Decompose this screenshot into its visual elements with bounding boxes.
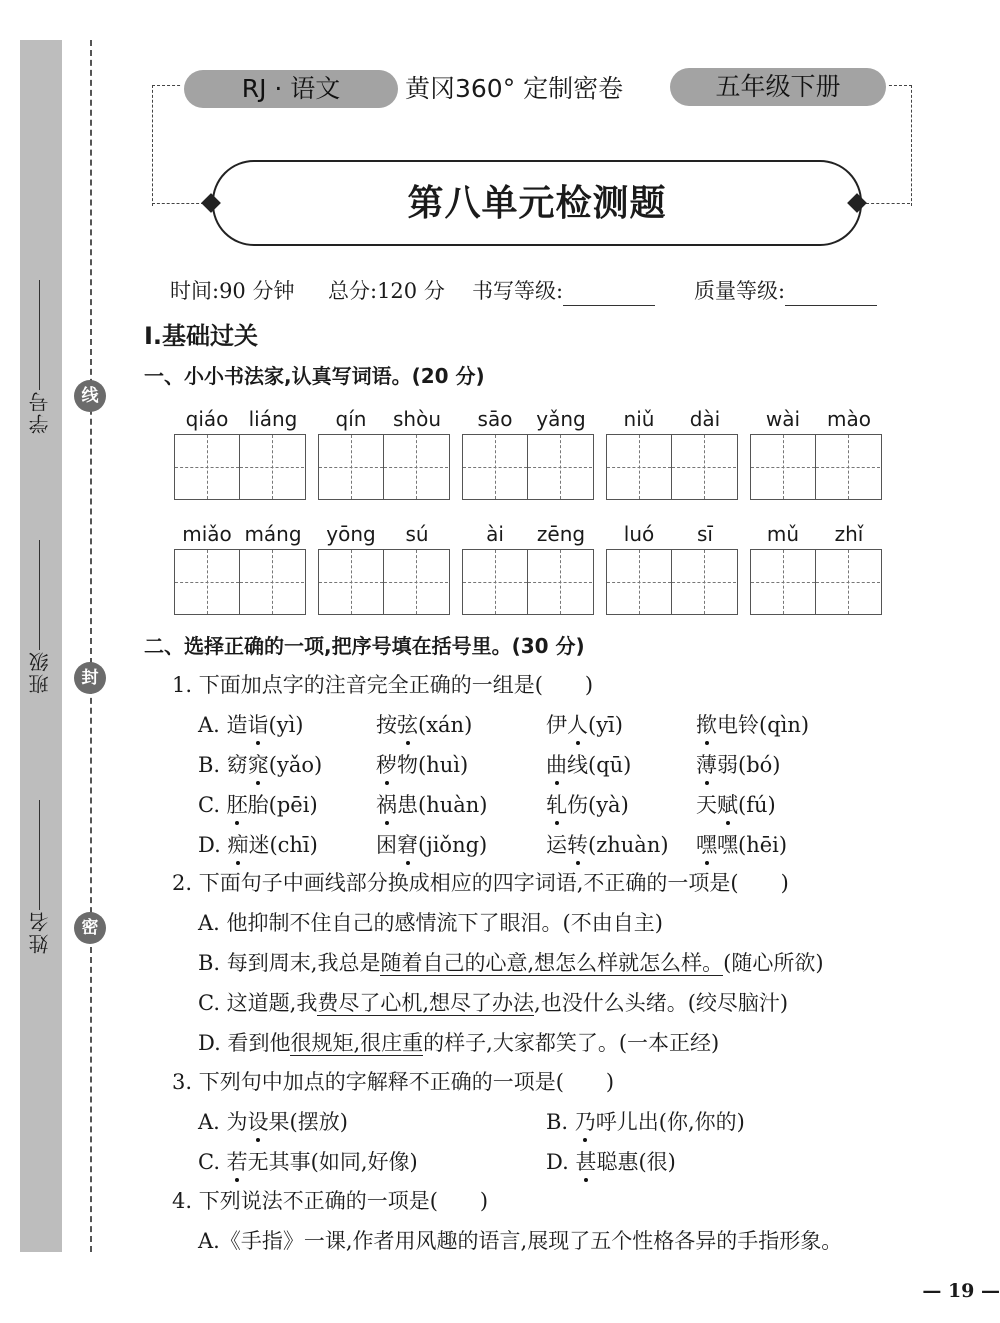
q2-3-c-pre: C. <box>198 1150 227 1174</box>
q2-1-option-item <box>696 790 776 820</box>
word-box <box>462 404 594 500</box>
q2-3-a-pre: A. 为 <box>198 1110 248 1134</box>
writing-cell[interactable] <box>815 435 880 499</box>
pinyin-label: qiáo <box>185 407 229 431</box>
q2-1-option-item[interactable] <box>198 830 318 860</box>
option-text: 天 <box>696 793 717 817</box>
dotted-char: 薄 <box>696 750 717 780</box>
student-id-label: 学号 <box>28 390 52 434</box>
writing-cell[interactable] <box>671 435 736 499</box>
writing-cells <box>318 549 450 615</box>
total-score: 总分:120 分 <box>328 279 445 303</box>
title-left-connector <box>152 203 204 204</box>
writing-cells <box>606 434 738 500</box>
pinyin-label: ài <box>486 522 504 546</box>
option-text: D. <box>198 833 228 857</box>
pinyin-label: mǔ <box>766 522 800 546</box>
dotted-char: 揿 <box>696 710 717 740</box>
word-box <box>174 404 306 500</box>
pinyin-row <box>318 404 450 434</box>
class-blank[interactable] <box>39 540 40 650</box>
student-id-blank[interactable] <box>39 280 40 390</box>
q2-3-a-dotted: 设 <box>248 1107 269 1137</box>
q2-2-d-pre: D. 看到他 <box>198 1031 291 1055</box>
q2-2-a-post: 流下了眼泪。(不由自主) <box>436 911 663 935</box>
q1-title: 一、小小书法家,认真写词语。(20 分) <box>144 364 485 388</box>
writing-cell[interactable] <box>607 435 671 499</box>
dotted-char: 弦 <box>397 710 418 740</box>
q2-1-option-item <box>376 710 472 740</box>
pinyin-label: zēng <box>536 522 586 546</box>
name-label: 姓名 <box>28 910 52 954</box>
q2-2-option-c[interactable] <box>198 988 788 1018</box>
dotted-char: 诣 <box>248 710 269 740</box>
q2-3-option-b[interactable] <box>546 1107 745 1137</box>
writing-cells <box>462 549 594 615</box>
writing-grade-label: 书写等级: <box>472 279 564 303</box>
pinyin-label: zhǐ <box>834 522 864 546</box>
dotted-char: 胚 <box>227 790 248 820</box>
q2-3-c-post: 无其事(如同,好像) <box>247 1150 418 1174</box>
option-text: 电铃(qìn) <box>717 713 810 737</box>
student-id-field[interactable] <box>25 280 54 434</box>
pinyin-label: niǔ <box>623 407 655 431</box>
q2-3-a-post: 果(摆放) <box>268 1110 348 1134</box>
pinyin-label: sú <box>405 522 429 546</box>
pinyin-label: miǎo <box>182 522 232 546</box>
writing-cell[interactable] <box>527 435 592 499</box>
writing-cells <box>750 434 882 500</box>
series-title: 黄冈360° 定制密卷 <box>405 74 624 103</box>
name-field[interactable] <box>25 800 54 954</box>
pinyin-label: máng <box>244 522 302 546</box>
writing-cell[interactable] <box>319 550 383 614</box>
writing-cell[interactable] <box>383 435 448 499</box>
word-box <box>462 519 594 615</box>
dotted-char: 窕 <box>248 750 269 780</box>
writing-cell[interactable] <box>175 550 239 614</box>
pinyin-label: yōng <box>326 522 376 546</box>
q2-1-option-item <box>376 790 487 820</box>
q2-1-stem: 1. 下面加点字的注音完全正确的一组是( ) <box>172 673 594 697</box>
option-text: 胎(pēi) <box>247 793 318 817</box>
page-number: — 19 — <box>922 1280 1000 1302</box>
q2-1-option-item[interactable] <box>198 710 304 740</box>
q2-2-b-underlined: 随着自己的心意,想怎么样就怎么样。 <box>380 951 724 975</box>
writing-cells <box>462 434 594 500</box>
q2-2-option-a[interactable] <box>198 908 663 938</box>
q2-4-option-a[interactable]: A.《手指》一课,作者用风趣的语言,展现了五个性格各异的手指形象。 <box>198 1229 843 1253</box>
option-text: B. 窈 <box>198 753 248 777</box>
dotted-char: 人 <box>567 710 588 740</box>
q2-2-b-post: (随心所欲) <box>723 951 824 975</box>
pinyin-row <box>606 404 738 434</box>
binding-cut-line <box>90 40 92 1252</box>
pinyin-row <box>462 519 594 549</box>
pinyin-label: yǎng <box>536 407 586 431</box>
writing-cell[interactable] <box>383 550 448 614</box>
option-text: 弱(bó) <box>717 753 781 777</box>
pinyin-label: sī <box>697 522 713 546</box>
word-box <box>174 519 306 615</box>
writing-grade-blank[interactable] <box>563 283 655 306</box>
q2-2-option-d[interactable] <box>198 1028 719 1058</box>
writing-cells <box>174 434 306 500</box>
q2-3-option-d[interactable] <box>546 1147 676 1177</box>
writing-cells <box>318 434 450 500</box>
q2-2-stem: 2. 下面句子中画线部分换成相应的四字词语,不正确的一项是( ) <box>172 871 789 895</box>
option-text: (yì) <box>268 713 304 737</box>
name-blank[interactable] <box>39 800 40 910</box>
q2-2-c-underlined: 费尽了心机,想尽了办法 <box>317 991 535 1015</box>
dotted-char: 窘 <box>397 830 418 860</box>
writing-cell[interactable] <box>175 435 239 499</box>
quality-grade-field <box>694 276 877 306</box>
q2-title: 二、选择正确的一项,把序号填在括号里。(30 分) <box>144 634 585 658</box>
writing-cell[interactable] <box>751 435 815 499</box>
pinyin-row <box>462 404 594 434</box>
dotted-char: 赋 <box>717 790 738 820</box>
writing-cells <box>174 549 306 615</box>
option-text: 运 <box>546 833 567 857</box>
pinyin-label: sāo <box>477 407 513 431</box>
quality-grade-label: 质量等级: <box>694 279 786 303</box>
q2-3-b-dotted: 乃 <box>575 1107 596 1137</box>
time-limit: 时间:90 分钟 <box>170 279 295 303</box>
class-field[interactable] <box>25 540 54 694</box>
dotted-char: 转 <box>567 830 588 860</box>
q2-1-option-item <box>546 830 669 860</box>
q2-1-option-item[interactable] <box>198 750 322 780</box>
writing-cell[interactable] <box>463 435 527 499</box>
pinyin-label: wài <box>765 407 801 431</box>
option-text: 伤(yà) <box>567 793 629 817</box>
option-text: (yī) <box>588 713 623 737</box>
pinyin-row <box>750 404 882 434</box>
q2-2-c-post: ,也没什么头绪。(绞尽脑汁) <box>534 991 789 1015</box>
class-label: 班级 <box>28 650 52 694</box>
q2-1-option-item <box>546 710 623 740</box>
title-right-connector <box>866 203 910 204</box>
pinyin-label: qín <box>335 407 367 431</box>
option-text: C. <box>198 793 227 817</box>
writing-cell[interactable] <box>815 550 880 614</box>
q2-3-d-dotted: 甚 <box>575 1147 596 1177</box>
option-text: (jiǒng) <box>418 833 488 857</box>
writing-cell[interactable] <box>319 435 383 499</box>
dotted-char: 秽 <box>376 750 397 780</box>
option-text: 线(qū) <box>567 753 632 777</box>
q2-1-option-item <box>696 750 780 780</box>
q2-1-option-item <box>546 750 631 780</box>
option-text: 患(huàn) <box>397 793 488 817</box>
pinyin-row <box>174 519 306 549</box>
pinyin-row <box>318 519 450 549</box>
word-box <box>750 404 882 500</box>
seal-dense-mark: 密 <box>74 912 106 944</box>
writing-cell[interactable] <box>607 550 671 614</box>
pinyin-row <box>606 519 738 549</box>
q2-2-d-underlined: 很规矩,很庄重 <box>290 1031 424 1055</box>
q2-1-option-item <box>376 830 487 860</box>
option-text: (yǎo) <box>268 753 323 777</box>
option-text: (zhuàn) <box>588 833 669 857</box>
word-box <box>750 519 882 615</box>
pinyin-row <box>174 404 306 434</box>
pinyin-row <box>750 519 882 549</box>
q2-1-option-item <box>546 790 629 820</box>
q2-4-stem: 4. 下列说法不正确的一项是( ) <box>172 1189 489 1213</box>
option-text: 迷(chī) <box>248 833 318 857</box>
q2-3-d-post: 聪惠(很) <box>596 1150 676 1174</box>
writing-grade-field <box>472 276 655 306</box>
option-text: 伊 <box>546 713 567 737</box>
dotted-char: 痴 <box>227 830 248 860</box>
writing-cell[interactable] <box>671 550 736 614</box>
q2-3-option-c[interactable] <box>198 1147 418 1177</box>
q2-3-c-dotted: 若 <box>227 1147 248 1177</box>
word-box <box>318 404 450 500</box>
q2-3-option-a[interactable] <box>198 1107 348 1137</box>
q2-1-option-item <box>376 750 468 780</box>
q2-2-b-pre: B. 每到周末,我总是 <box>198 951 381 975</box>
seal-seal-mark: 封 <box>74 662 106 694</box>
quality-grade-blank[interactable] <box>785 283 877 306</box>
q2-3-b-post: 呼儿出(你,你的) <box>595 1110 745 1134</box>
pinyin-label: mào <box>827 407 871 431</box>
q2-2-d-post: 的样子,大家都笑了。(一本正经) <box>423 1031 720 1055</box>
writing-cell[interactable] <box>239 435 304 499</box>
q2-2-c-pre: C. 这道题,我 <box>198 991 318 1015</box>
word-box <box>318 519 450 615</box>
option-text: 物(huì) <box>397 753 469 777</box>
page-title: 第八单元检测题 <box>407 182 667 224</box>
dotted-char: 曲 <box>546 750 567 780</box>
q2-1-option-item <box>696 830 787 860</box>
pinyin-label: liáng <box>248 407 298 431</box>
writing-cells <box>606 549 738 615</box>
q2-3-b-pre: B. <box>546 1110 575 1134</box>
writing-cell[interactable] <box>463 550 527 614</box>
q2-1-option-item[interactable] <box>198 790 318 820</box>
option-text: 嘿(hēi) <box>717 833 788 857</box>
writing-cell[interactable] <box>239 550 304 614</box>
pinyin-label: luó <box>623 522 655 546</box>
q2-3-d-pre: D. <box>546 1150 576 1174</box>
word-box <box>606 404 738 500</box>
q2-3-stem: 3. 下列句中加点的字解释不正确的一项是( ) <box>172 1070 615 1094</box>
dotted-char: 祸 <box>376 790 397 820</box>
option-text: 困 <box>376 833 397 857</box>
option-text: (fú) <box>738 793 776 817</box>
option-text: 按 <box>376 713 397 737</box>
subject-badge: RJ · 语文 <box>184 70 398 108</box>
pinyin-label: shòu <box>392 407 441 431</box>
section-heading: Ⅰ.基础过关 <box>144 322 259 350</box>
pinyin-label: dài <box>689 407 721 431</box>
seal-line-mark: 线 <box>74 380 106 412</box>
writing-cell[interactable] <box>527 550 592 614</box>
grade-badge: 五年级下册 <box>670 68 886 106</box>
q2-1-option-item <box>696 710 809 740</box>
dotted-char: 嘿 <box>696 830 717 860</box>
dotted-char: 轧 <box>546 790 567 820</box>
writing-cell[interactable] <box>751 550 815 614</box>
q2-2-option-b[interactable] <box>198 948 824 978</box>
word-box <box>606 519 738 615</box>
option-text: A. 造 <box>198 713 248 737</box>
option-text: (xán) <box>418 713 473 737</box>
q2-2-a-underlined: 抑制不住自己的感情 <box>247 911 437 935</box>
writing-cells <box>750 549 882 615</box>
q2-2-a-pre: A. 他 <box>198 911 248 935</box>
